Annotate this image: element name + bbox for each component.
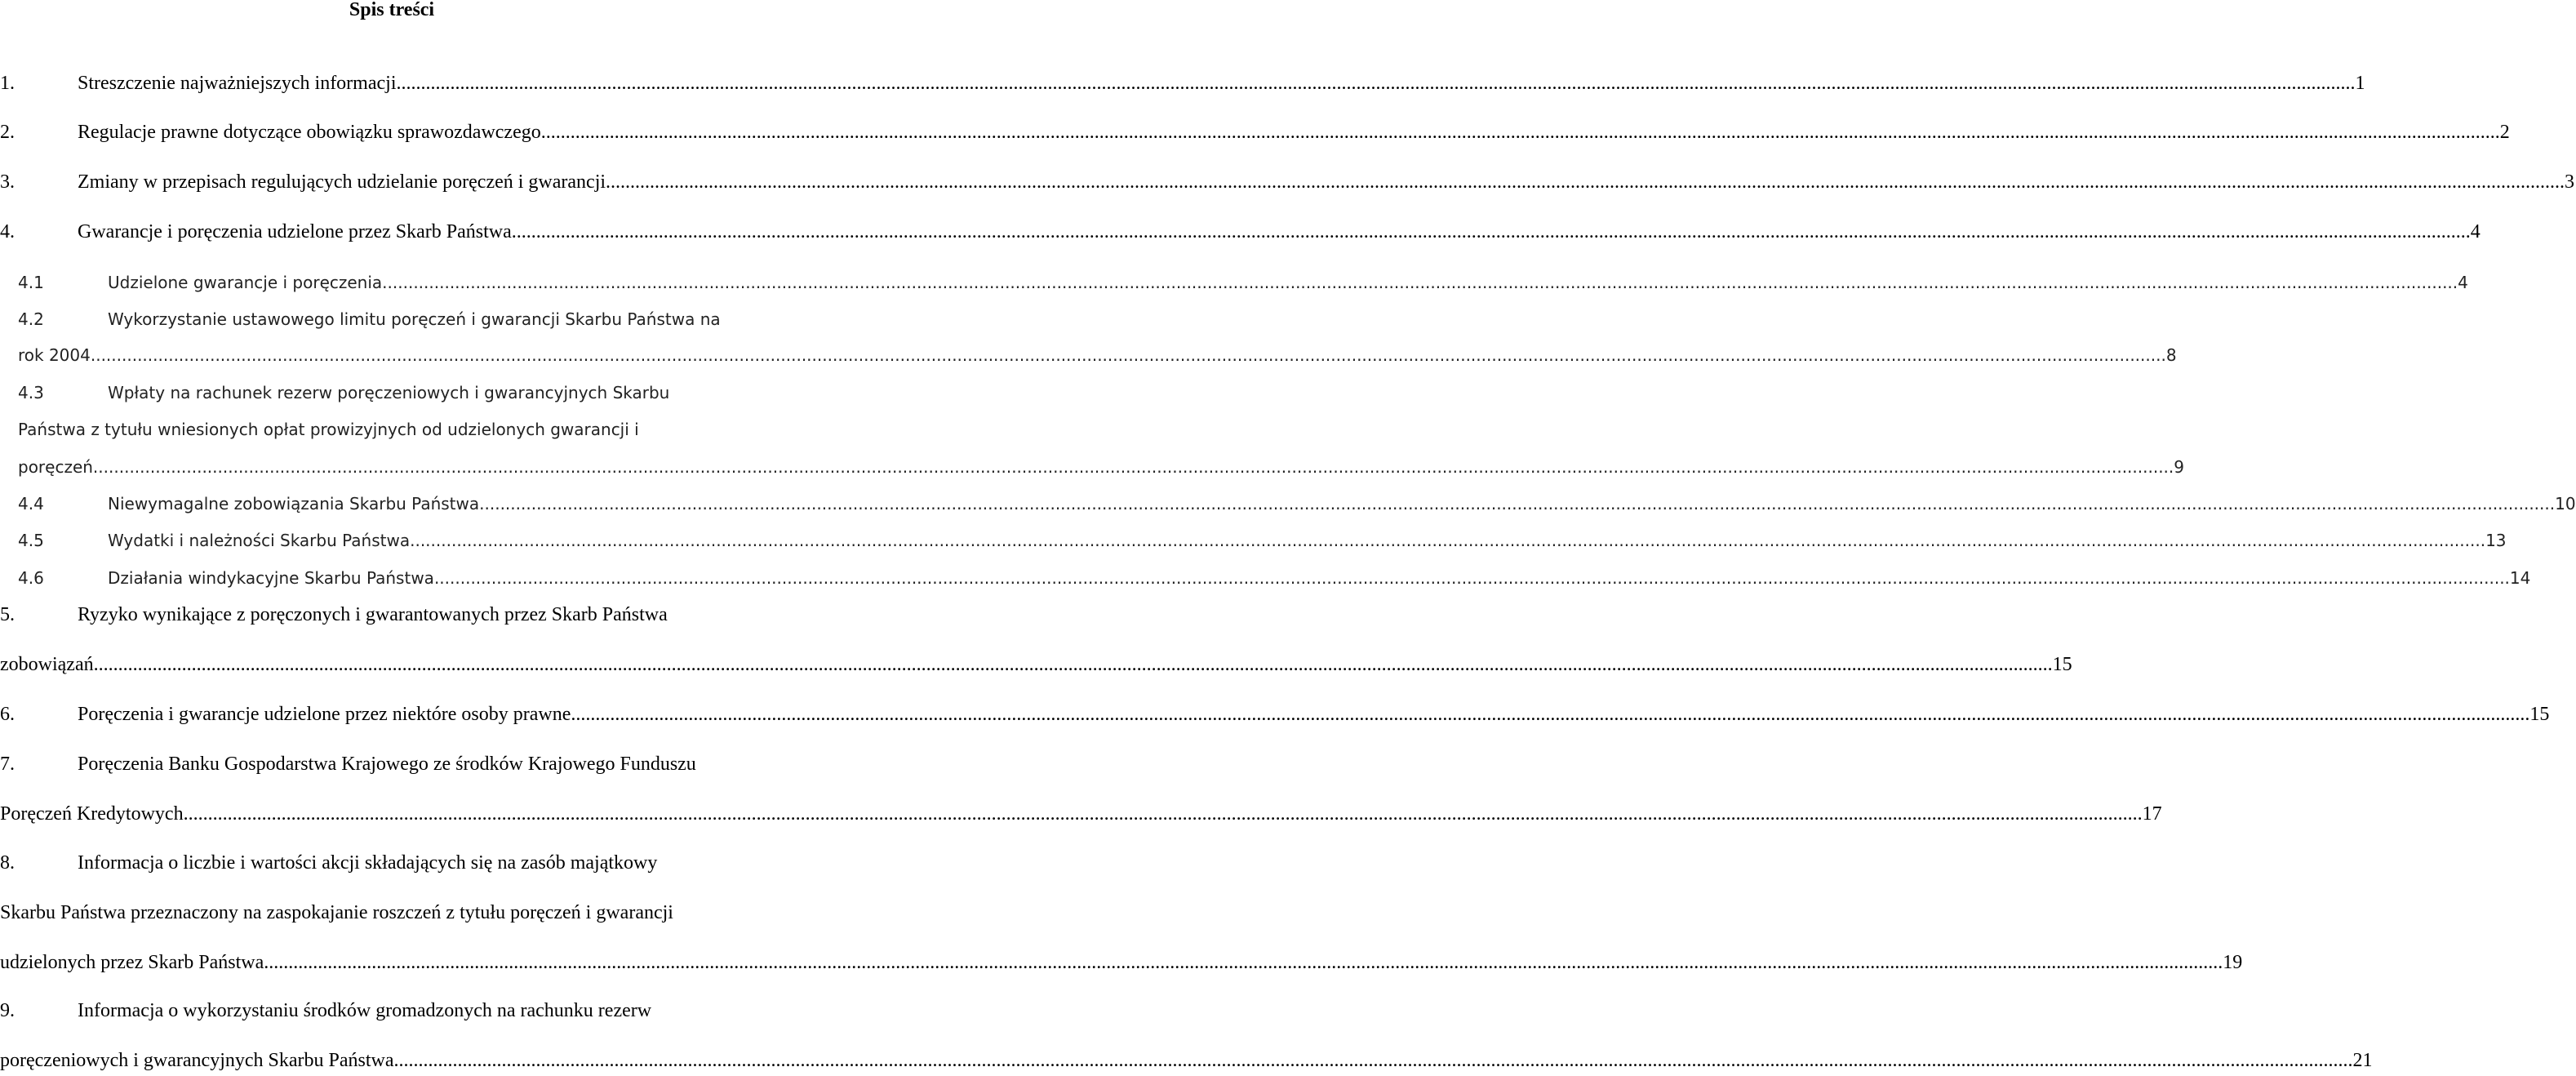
toc-entry-4-4[interactable]	[0, 491, 2576, 517]
toc-entry-title: Wydatki i należności Skarbu Państwa	[108, 531, 411, 550]
toc-entry-4-1[interactable]	[0, 269, 2468, 296]
toc-entry-5[interactable]	[0, 602, 2072, 680]
toc-entry-4-3[interactable]	[0, 380, 2184, 481]
toc-entry-number: 4.1	[18, 273, 44, 292]
toc-leader-dots: ................................................................................................................................................................................................................................................................................................................................................................................................................	[540, 122, 2500, 143]
toc-entry-9[interactable]	[0, 998, 2373, 1076]
toc-leader-dots: ................................................................................................................................................................................................................................................................................................................................................................................................................	[396, 73, 2356, 94]
toc-title: Spis treści	[349, 0, 435, 20]
toc-entry-title-line-2: poręczeniowych i gwarancyjnych Skarbu Państwa	[0, 1050, 394, 1071]
toc-entry-4-5[interactable]	[0, 527, 2507, 554]
toc-entry-page: 4	[2470, 221, 2481, 242]
toc-entry-title-line-3: poręczeń.	[18, 457, 99, 477]
toc-entry-page: 10	[2555, 494, 2576, 514]
toc-entry-4-6[interactable]	[0, 565, 2531, 591]
toc-entry-title-line-1: Informacja o wykorzystaniu środków gromadzonych na rachunku rezerw	[78, 1000, 652, 1021]
toc-entry-number: 6.	[0, 704, 15, 725]
toc-entry-title: Udzielone gwarancje i poręczenia	[108, 273, 383, 292]
toc-entry-number: 4.	[0, 221, 15, 242]
toc-entry-number: 9.	[0, 1000, 15, 1021]
toc-leader-dots: ................................................................................................................................................................................................................................................................................................................................................................................................................	[90, 345, 2166, 365]
toc-entry-4-2[interactable]	[0, 306, 2177, 368]
toc-leader-dots: ................................................................................................................................................................................................................................................................................................................................................................................................................	[93, 654, 2053, 675]
toc-entry-number: 7.	[0, 754, 15, 775]
toc-leader-dots: ................................................................................................................................................................................................................................................................................................................................................................................................................	[264, 952, 2223, 973]
toc-leader-dots: ................................................................................................................................................................................................................................................................................................................................................................................................................	[606, 171, 2565, 193]
toc-entry-page: 4	[2458, 273, 2468, 292]
toc-entry-page: 14	[2509, 568, 2531, 588]
toc-entry-page: 8	[2165, 345, 2177, 365]
toc-entry-1[interactable]	[0, 70, 2365, 96]
toc-leader-dots: ................................................................................................................................................................................................................................................................................................................................................................................................................	[479, 494, 2556, 514]
toc-leader-dots: ................................................................................................................................................................................................................................................................................................................................................................................................................	[571, 704, 2530, 725]
toc-entry-page: 1	[2355, 73, 2365, 94]
toc-leader-dots: ................................................................................................................................................................................................................................................................................................................................................................................................................	[511, 221, 2471, 242]
toc-entry-3[interactable]	[0, 169, 2575, 195]
toc-entry-2[interactable]	[0, 119, 2510, 145]
toc-entry-title-line-1: Ryzyko wynikające z poręczonych i gwarantowanych przez Skarb Państwa	[78, 604, 668, 625]
toc-entry-title-line-2: zobowiązań	[0, 654, 94, 675]
toc-entry-4[interactable]	[0, 219, 2481, 245]
toc-entry-title: Działania windykacyjne Skarbu Państwa	[108, 568, 434, 588]
toc-entry-6[interactable]	[0, 701, 2550, 727]
toc-entry-title-line-2: Państwa z tytułu wniesionych opłat prowizyjnych od udzielonych gwarancji i	[18, 420, 639, 439]
toc-entry-page: 17	[2142, 803, 2162, 825]
toc-entry-title-line-1: Informacja o liczbie i wartości akcji składających się na zasób majątkowy	[78, 852, 658, 874]
toc-entry-title: Streszczenie najważniejszych informacji	[78, 73, 397, 94]
toc-entry-title: Zmiany w przepisach regulujących udzielanie poręczeń i gwarancji	[78, 171, 606, 193]
toc-leader-dots: ................................................................................................................................................................................................................................................................................................................................................................................................................	[393, 1050, 2353, 1071]
toc-entry-title-line-2: Skarbu Państwa przeznaczony na zaspokajanie roszczeń z tytułu poręczeń i gwarancji	[0, 902, 673, 923]
toc-leader-dots: ................................................................................................................................................................................................................................................................................................................................................................................................................	[98, 457, 2174, 477]
toc-entry-title: Regulacje prawne dotyczące obowiązku sprawozdawczego	[78, 122, 541, 143]
toc-leader-dots: ................................................................................................................................................................................................................................................................................................................................................................................................................	[183, 803, 2143, 825]
toc-leader-dots: ................................................................................................................................................................................................................................................................................................................................................................................................................	[410, 531, 2486, 550]
toc-entry-number: 3.	[0, 171, 15, 193]
toc-entry-title-line-2: rok 2004	[18, 345, 91, 365]
toc-entry-page: 15	[2052, 654, 2072, 675]
toc-entry-title: Poręczenia i gwarancje udzielone przez niektóre osoby prawne	[78, 704, 571, 725]
toc-entry-page: 21	[2352, 1050, 2373, 1071]
toc-leader-dots: ................................................................................................................................................................................................................................................................................................................................................................................................................	[433, 568, 2510, 588]
toc-entry-number: 4.5	[18, 531, 44, 550]
toc-entry-number: 4.6	[18, 568, 44, 588]
toc-entry-title: Gwarancje i poręczenia udzielone przez Skarb Państwa	[78, 221, 512, 242]
toc-entry-number: 4.4	[18, 494, 44, 514]
toc-leader-dots: ................................................................................................................................................................................................................................................................................................................................................................................................................	[382, 273, 2458, 292]
toc-entry-title: Niewymagalne zobowiązania Skarbu Państwa	[108, 494, 480, 514]
toc-entry-page: 3	[2565, 171, 2575, 193]
toc-entry-page: 2	[2499, 122, 2510, 143]
toc-entry-title-line-3: udzielonych przez Skarb Państwa	[0, 952, 264, 973]
toc-entry-title-line-1: Wykorzystanie ustawowego limitu poręczeń i gwarancji Skarbu Państwa na	[108, 309, 721, 329]
toc-entry-title-line-1: Wpłaty na rachunek rezerw poręczeniowych i gwarancyjnych Skarbu	[108, 383, 670, 402]
toc-entry-title-line-2: Poręczeń Kredytowych	[0, 803, 184, 825]
toc-entry-number: 1.	[0, 73, 15, 94]
toc-entry-number: 8.	[0, 852, 15, 874]
toc-entry-number: 5.	[0, 604, 15, 625]
toc-entry-page: 9	[2174, 457, 2184, 477]
toc-entry-7[interactable]	[0, 751, 2162, 829]
toc-entry-page: 13	[2485, 531, 2507, 550]
toc-entry-number: 2.	[0, 122, 15, 143]
toc-entry-8[interactable]	[0, 850, 2243, 980]
toc-entry-number: 4.2	[18, 309, 44, 329]
toc-entry-page: 15	[2529, 704, 2550, 725]
toc-entry-page: 19	[2223, 952, 2243, 973]
toc-entry-title-line-1: Poręczenia Banku Gospodarstwa Krajowego ze środków Krajowego Funduszu	[78, 754, 696, 775]
toc-entry-number: 4.3	[18, 383, 44, 402]
